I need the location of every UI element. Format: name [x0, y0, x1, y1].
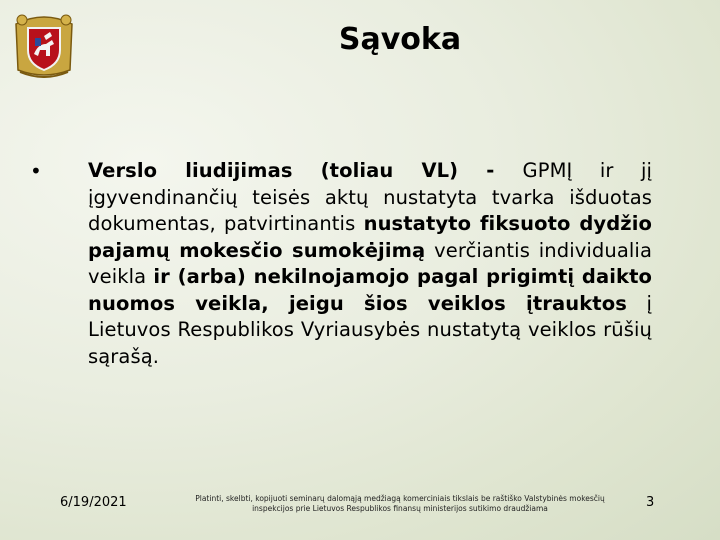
text-segment-bold: ir (arba) nekilnojamojo pagal prigimtį daikto nuomos veikla, jeigu šios veiklos įtrauktos: [88, 265, 652, 315]
bullet-marker: •: [30, 159, 42, 183]
footer-date: 6/19/2021: [60, 495, 127, 510]
text-segment-bold: Verslo liudijimas (toliau VL) -: [88, 159, 523, 182]
footer-copyright-note: Platinti, skelbti, kopijuoti seminarų dalomąją medžiagą komerciniais tikslais be raštiško Valstybinės mokesčių inspekcijos prie Lietuvos Respublikos finansų ministerijos sutikimo draudžiama: [195, 494, 605, 513]
definition-paragraph: [88, 158, 652, 370]
text-segment: verčiantis individualia veikla: [88, 238, 652, 288]
slide-title: Sąvoka: [338, 22, 462, 57]
text-segment: į Lietuvos Respublikos Vyriausybės nustatytą veiklos rūšių sąrašą.: [88, 291, 652, 368]
page-number: 3: [646, 495, 655, 510]
text-segment: GPMĮ ir jį įgyvendinančių teisės aktų nustatyta tvarka išduotas dokumentas, patvirtinantis: [88, 159, 652, 235]
text-segment-bold: nustatyto fiksuoto dydžio pajamų mokesčio sumokėjimą: [88, 212, 652, 262]
slide-content: [30, 158, 652, 370]
coat-of-arms-icon: [10, 10, 78, 78]
coat-of-arms-logo: [10, 10, 78, 78]
